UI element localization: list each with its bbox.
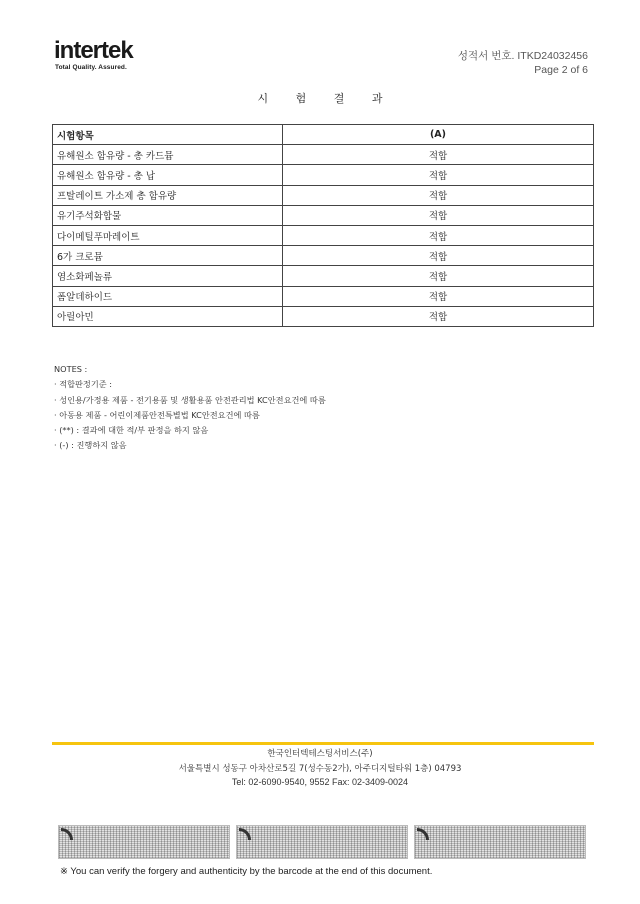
test-result: 적합 xyxy=(283,165,594,185)
test-result: 적합 xyxy=(283,145,594,165)
note-line: · (**) : 결과에 대한 적/부 판정을 하지 않음 xyxy=(54,425,209,436)
logo-wordmark: intertek xyxy=(54,37,133,64)
barcode-3 xyxy=(414,825,586,859)
footer-accent-line xyxy=(52,742,594,745)
barcode-corner-icon xyxy=(61,828,73,840)
test-item: 염소화페놀류 xyxy=(53,266,283,286)
header-test-item: 시험항목 xyxy=(53,125,283,145)
header-sample-a: (A) xyxy=(283,125,594,145)
test-item: 프탈레이트 가소제 총 함유량 xyxy=(53,185,283,205)
test-result: 적합 xyxy=(283,266,594,286)
page-number: Page 2 of 6 xyxy=(534,64,588,76)
certificate-number: 성적서 번호. ITKD24032456 xyxy=(457,50,588,62)
note-line: · 아동용 제품 - 어린이제품안전특별법 KC안전요건에 따름 xyxy=(54,409,260,420)
footer-contact: Tel: 02-6090-9540, 9552 Fax: 02-3409-0024 xyxy=(231,777,409,787)
test-result: 적합 xyxy=(283,246,594,266)
test-result: 적합 xyxy=(283,205,594,225)
test-item: 유기주석화합물 xyxy=(53,205,283,225)
table-row xyxy=(53,165,594,185)
note-line: · 적합판정기준 : xyxy=(54,379,113,390)
test-result: 적합 xyxy=(283,185,594,205)
test-item: 아릴아민 xyxy=(53,306,283,326)
notes-section xyxy=(54,362,326,454)
table-row xyxy=(53,225,594,245)
test-item: 유해원소 함유량 - 총 납 xyxy=(53,165,283,185)
logo-tagline: Total Quality. Assured. xyxy=(55,64,127,71)
table-row xyxy=(53,205,594,225)
table-row xyxy=(53,306,594,326)
table-row xyxy=(53,185,594,205)
footer-address: 서울특별시 성동구 아차산로5길 7(성수동2가), 아주디지털타워 1층) 04793 xyxy=(178,764,462,774)
barcode-corner-icon xyxy=(239,828,251,840)
test-item: 유해원소 함유량 - 총 카드뮴 xyxy=(53,145,283,165)
results-table xyxy=(52,124,594,327)
footer-company: 한국인터텍테스팅서비스(주) xyxy=(267,749,373,759)
test-result: 적합 xyxy=(283,306,594,326)
note-line: · 성인용/가정용 제품 - 전기용품 및 생활용품 안전관리법 KC안전요건에 따름 xyxy=(54,394,326,405)
test-item: 폼알데하이드 xyxy=(53,286,283,306)
barcode-corner-icon xyxy=(417,828,429,840)
note-line: · (-) : 진행하지 않음 xyxy=(54,440,127,451)
table-row xyxy=(53,246,594,266)
verification-barcodes xyxy=(58,825,588,859)
intertek-logo xyxy=(54,38,174,74)
barcode-2 xyxy=(236,825,408,859)
table-header-row xyxy=(53,125,594,145)
table-row xyxy=(53,266,594,286)
test-result: 적합 xyxy=(283,225,594,245)
verification-note: ※ You can verify the forgery and authenticity by the barcode at the end of this document. xyxy=(60,866,433,877)
test-item: 다이메틸푸마레이트 xyxy=(53,225,283,245)
test-item: 6가 크로뮴 xyxy=(53,246,283,266)
table-row xyxy=(53,145,594,165)
barcode-1 xyxy=(58,825,230,859)
test-result: 적합 xyxy=(283,286,594,306)
table-row xyxy=(53,286,594,306)
document-title: 시 험 결 과 xyxy=(257,92,395,105)
notes-heading: NOTES : xyxy=(54,364,88,374)
